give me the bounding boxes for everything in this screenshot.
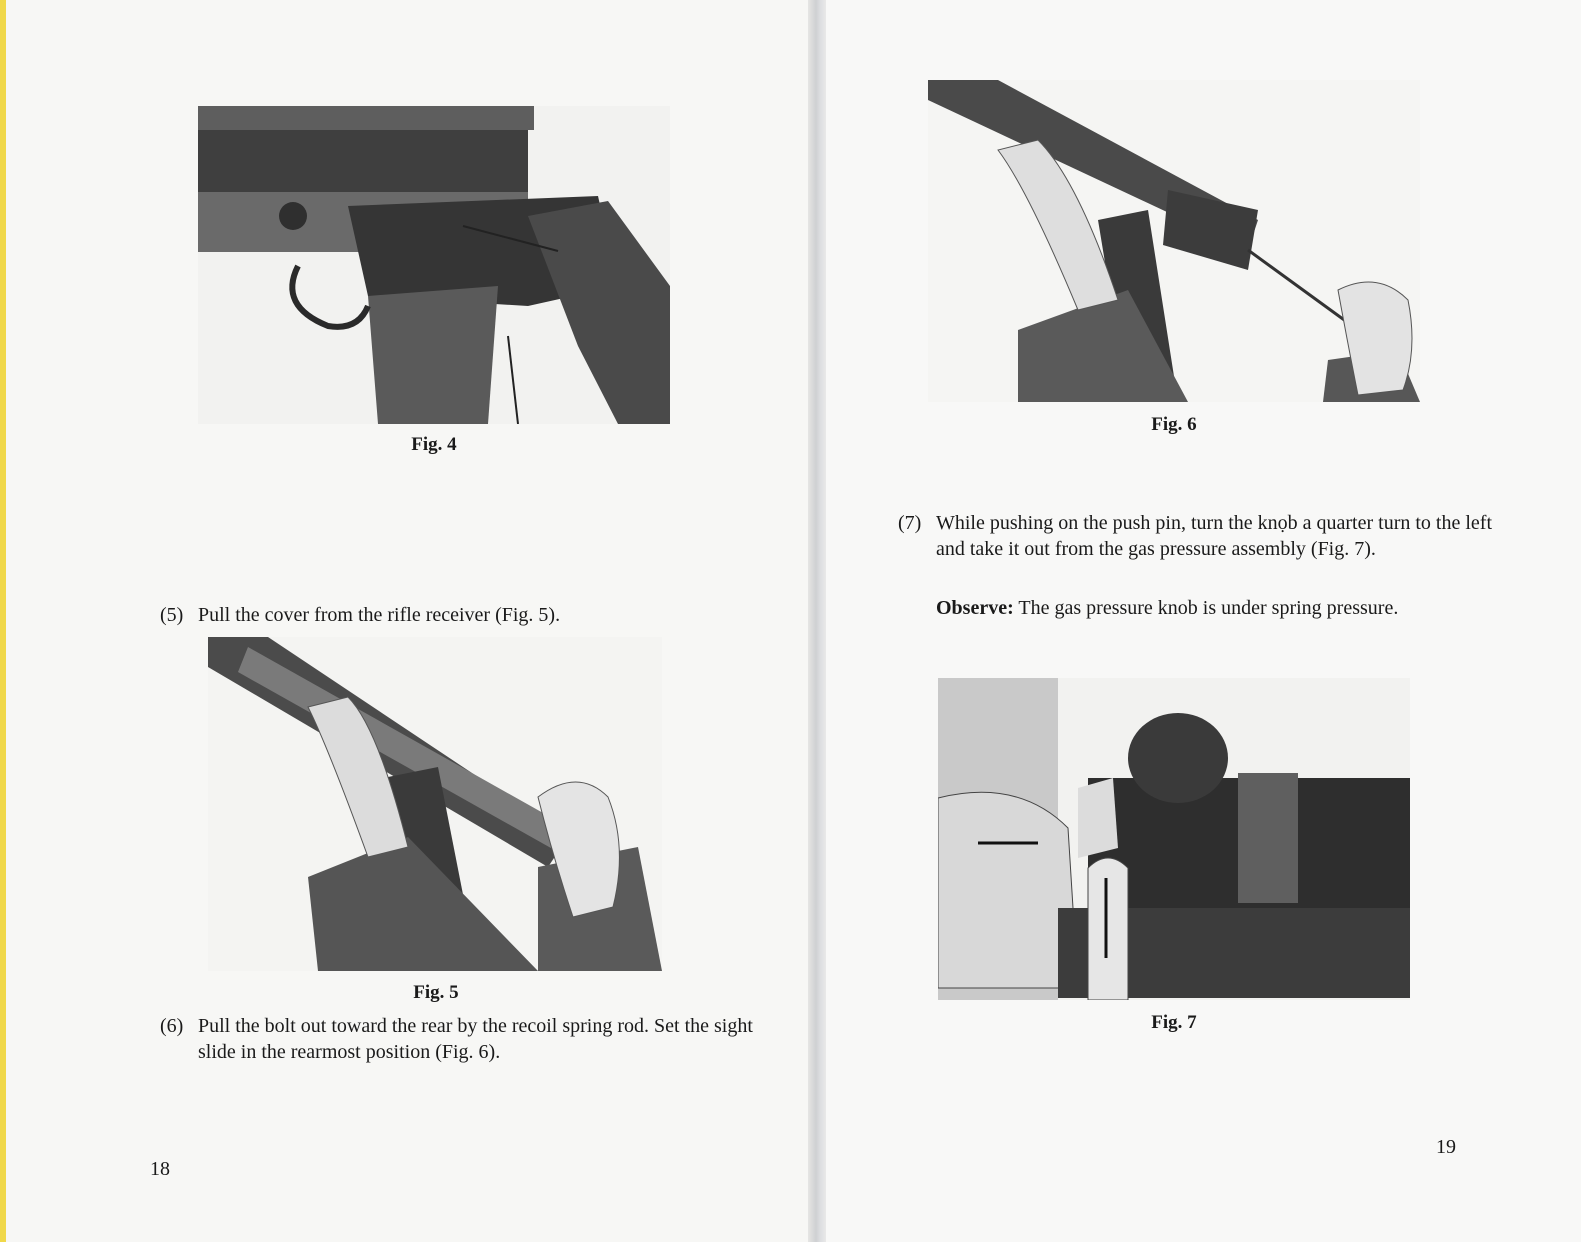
hands-pulling-bolt-photo [928, 80, 1420, 402]
step-5-text: Pull the cover from the rifle receiver (Fig. 5). [198, 604, 561, 626]
observe-label: Observe: [936, 597, 1014, 619]
figure-7-caption: Fig. 7 [1151, 1012, 1197, 1033]
step-5 [160, 602, 760, 630]
step-7 [898, 510, 1498, 590]
page-number-right: 19 [1436, 1136, 1456, 1158]
page-edge [0, 0, 6, 1242]
step-6-number: (6) [160, 1015, 184, 1037]
book-gutter [808, 0, 828, 1242]
step-7-number: (7) [898, 512, 922, 534]
hands-pulling-cover-photo [208, 637, 662, 971]
page-number-left: 18 [150, 1158, 170, 1180]
gas-pressure-knob-photo [938, 678, 1410, 1000]
observe-text: The gas pressure knob is under spring pressure. [1013, 597, 1399, 619]
step-6-text: Pull the bolt out toward the rear by the recoil spring rod. Set the sight slide in the rearmost position (Fig. 6). [198, 1015, 753, 1063]
figure-5-photo [208, 637, 662, 971]
page-right [826, 0, 1581, 1242]
figure-5-caption: Fig. 5 [413, 982, 459, 1003]
figure-6-caption: Fig. 6 [1151, 414, 1197, 435]
figure-6-photo [928, 80, 1420, 402]
figure-4-caption: Fig. 4 [411, 434, 457, 455]
step-5-number: (5) [160, 604, 184, 626]
observe-note [936, 595, 1516, 621]
step-7-text: While pushing on the push pin, turn the knọb a quarter turn to the left and take it out from the gas pressure assembly (Fig. 7). [936, 512, 1492, 560]
step-6 [160, 1013, 760, 1067]
figure-7-photo [938, 678, 1410, 1000]
rifle-trigger-group-photo [198, 106, 670, 424]
figure-4-photo [198, 106, 670, 424]
